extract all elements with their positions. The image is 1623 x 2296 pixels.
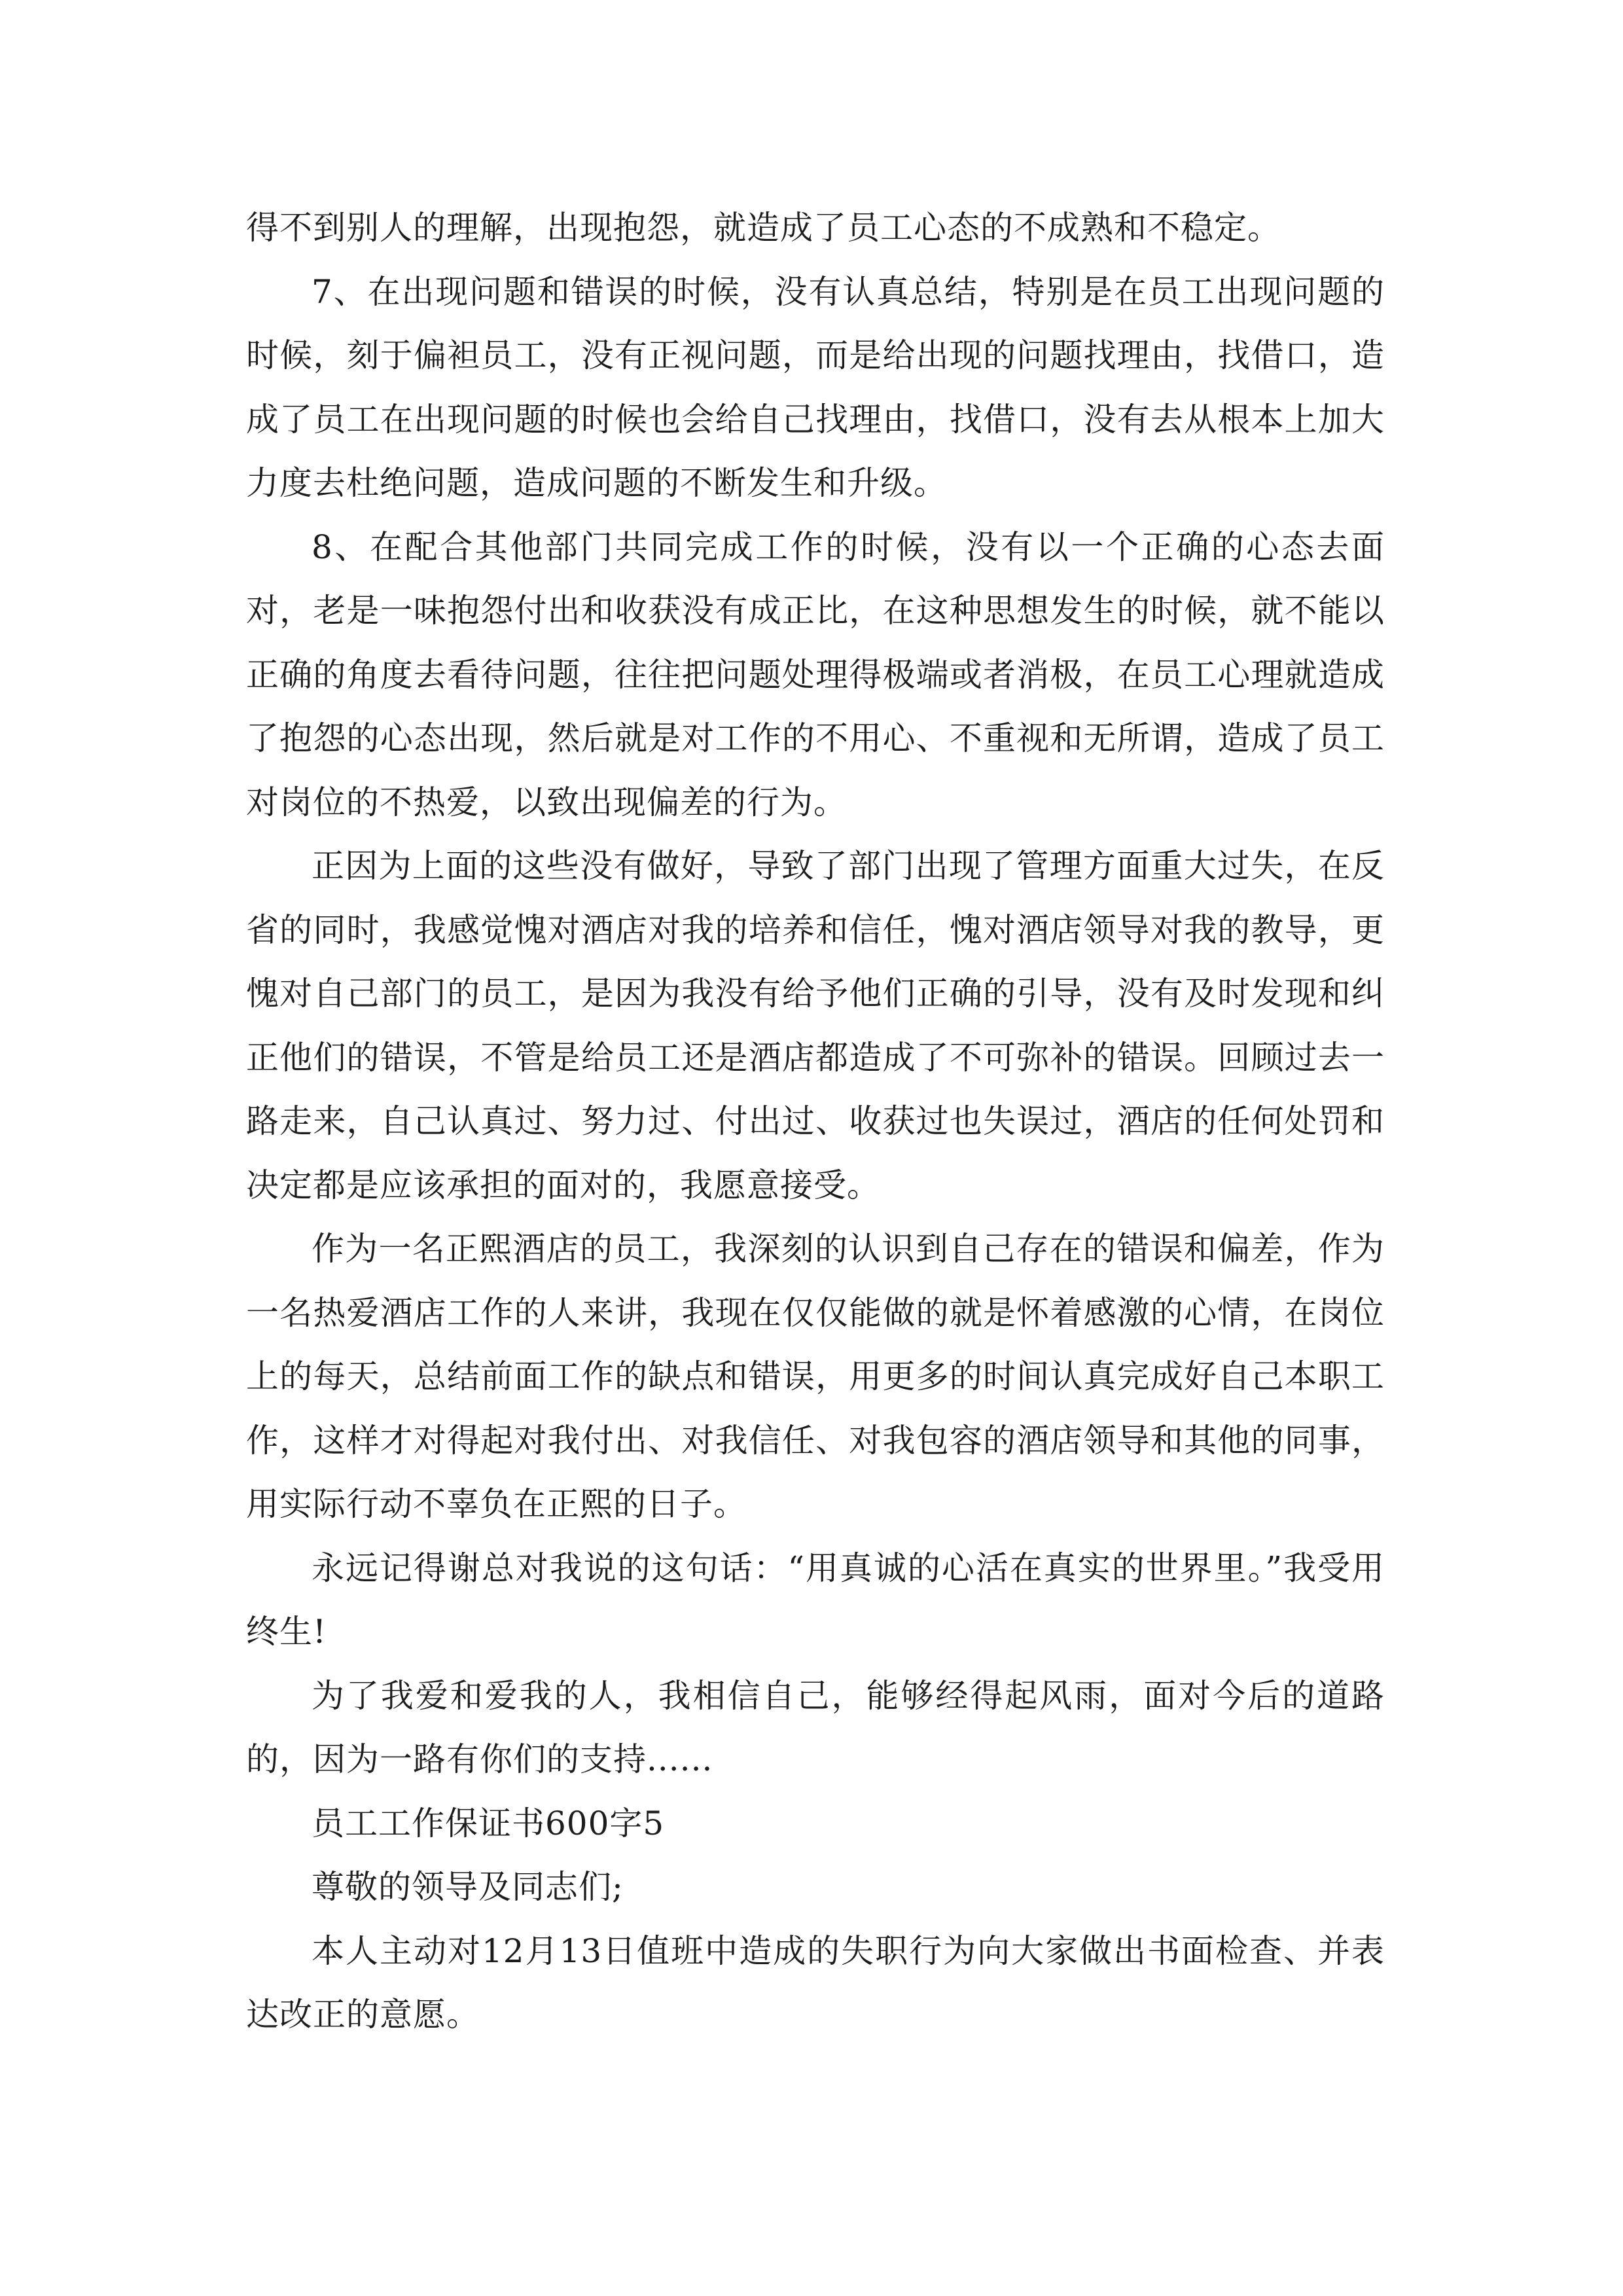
salutation: 尊敬的领导及同志们;	[312, 1868, 624, 1906]
paragraph-reflection: 正因为上面的这些没有做好，导致了部门出现了管理方面重大过失，在反省的同时，我感觉愧对酒店对我的培养和信任，愧对酒店领导对我的教导，更愧对自己部门的员工，是因为我没有给予他们正确的引导，没有及时发现和纠正他们的错误，不管是给员工还是酒店都造成了不可弥补的错误。回顾过去一路走来，自己认真过、努力过、付出过、收获过也失误过，酒店的任何处罚和决定都是应该承担的面对的，我愿意接受。	[246, 847, 1385, 1204]
paragraph-closing: 为了我爱和爱我的人，我相信自己，能够经得起风雨，面对今后的道路的，因为一路有你们的支持......	[246, 1676, 1385, 1778]
paragraph-continuation: 得不到别人的理解，出现抱怨，就造成了员工心态的不成熟和不稳定。	[246, 209, 1281, 247]
paragraph-quote: 永远记得谢总对我说的这句话：“用真诚的心活在真实的世界里。”我受用终生!	[246, 1549, 1385, 1651]
paragraph-item-8: 8、在配合其他部门共同完成工作的时候，没有以一个正确的心态去面对，老是一味抱怨付出和收获没有成正比，在这种思想发生的时候，就不能以正确的角度去看待问题，往往把问题处理得极端或者消极，在员工心理就造成了抱怨的心态出现，然后就是对工作的不用心、不重视和无所谓，造成了员工对岗位的不热爱，以致出现偏差的行为。	[246, 528, 1385, 821]
document-body	[246, 196, 1385, 2047]
section-heading: 员工工作保证书600字5	[312, 1804, 665, 1842]
paragraph-item-7: 7、在出现问题和错误的时候，没有认真总结，特别是在员工出现问题的时候，刻于偏袒员工，没有正视问题，而是给出现的问题找理由，找借口，造成了员工在出现问题的时候也会给自己找理由，找借口，没有去从根本上加大力度去杜绝问题，造成问题的不断发生和升级。	[246, 272, 1385, 502]
paragraph-opening: 本人主动对12月13日值班中造成的失职行为向大家做出书面检查、并表达改正的意愿。	[246, 1931, 1385, 2034]
paragraph-commitment: 作为一名正熙酒店的员工，我深刻的认识到自己存在的错误和偏差，作为一名热爱酒店工作的人来讲，我现在仅仅能做的就是怀着感激的心情，在岗位上的每天，总结前面工作的缺点和错误，用更多的时间认真完成好自己本职工作，这样才对得起对我付出、对我信任、对我包容的酒店领导和其他的同事，用实际行动不辜负在正熙的日子。	[246, 1230, 1385, 1523]
